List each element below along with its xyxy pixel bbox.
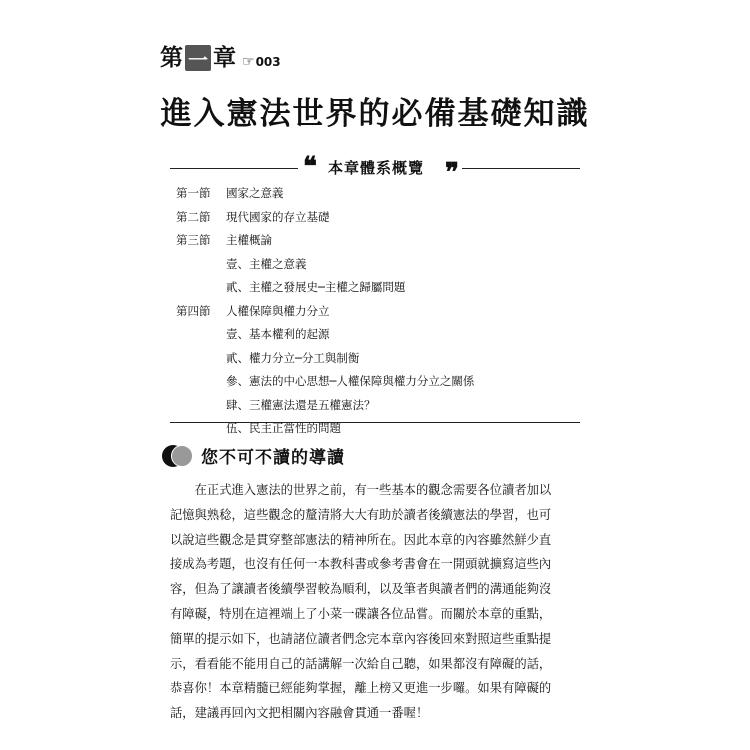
chapter-suffix: 章 bbox=[213, 44, 236, 71]
overview-heading bbox=[170, 152, 580, 188]
outline-item: 壹、主權之意義 bbox=[226, 256, 307, 271]
chapter-number-box: 一 bbox=[185, 45, 211, 71]
paragraph-line: 簡單的提示如下，也請諸位讀者們念完本章內容後回來對照這些重點提 bbox=[170, 631, 552, 646]
paragraph-line: 示，看看能不能用自己的話講解一次給自己聽，如果都沒有障礙的話， bbox=[170, 656, 552, 671]
section-title: 國家之意義 bbox=[226, 186, 284, 200]
outline-item: 貳、權力分立─分工與制衡 bbox=[226, 350, 360, 365]
outline-item: 貳、主權之發展史─主權之歸屬問題 bbox=[226, 280, 406, 294]
paragraph-line: 接成為考題，也沒有任何一本教科書或參考書會在一開頭就擴寫這些內 bbox=[170, 557, 552, 572]
outline-item: 肆、三權憲法還是五權憲法？ bbox=[226, 397, 376, 412]
outline-item: 參、憲法的中心思想─人權保障與權力分立之關係 bbox=[226, 374, 475, 388]
section-label: 第二節 bbox=[176, 209, 211, 224]
section-label: 第四節 bbox=[176, 303, 211, 318]
paragraph-line: 以說這些觀念是貫穿整部憲法的精神所在。因此本章的內容雖然鮮少直 bbox=[170, 532, 552, 547]
pointing-hand-icon: ☞ bbox=[242, 54, 255, 70]
page-number-value: 003 bbox=[255, 55, 281, 69]
chapter-prefix: 第 bbox=[160, 44, 183, 71]
paragraph-line: 記憶與熟稔，這些觀念的釐清將大大有助於讀者後續憲法的學習，也可 bbox=[170, 507, 552, 522]
paragraph-line: 在正式進入憲法的世界之前，有一些基本的觀念需要各位讀者加以 bbox=[170, 483, 552, 497]
close-quote-icon: ❞ bbox=[445, 158, 459, 188]
heading-rule-right bbox=[462, 168, 580, 169]
section-label: 第三節 bbox=[176, 233, 211, 247]
heading-rule-left bbox=[170, 168, 298, 169]
section-label: 第一節 bbox=[176, 186, 211, 200]
guide-paragraph bbox=[170, 478, 580, 726]
paragraph-line: 恭喜你！本章精髓已經能夠掌握，離上榜又更進一步囉。如果有障礙的 bbox=[170, 681, 552, 696]
chapter-header bbox=[160, 44, 281, 72]
outline-item: 壹、基本權利的起源 bbox=[226, 327, 330, 341]
page-title: 進入憲法世界的必備基礎知識 bbox=[160, 96, 590, 132]
outline-item: 伍、民主正當性的問題 bbox=[226, 421, 341, 435]
section-title: 現代國家的存立基礎 bbox=[226, 209, 330, 224]
overview-heading-label: 本章體系概覽 bbox=[328, 159, 425, 177]
guide-heading bbox=[162, 443, 345, 468]
open-quote-icon: ❝ bbox=[303, 152, 317, 182]
paragraph-line: 有障礙，特別在這裡端上了小菜一碟讓各位品嘗。而關於本章的重點， bbox=[170, 606, 552, 621]
paragraph-line: 話，建議再回內文把相關內容融會貫通一番喔！ bbox=[170, 706, 429, 721]
page-number bbox=[242, 55, 281, 69]
guide-heading-label: 您不可不讀的導讀 bbox=[201, 448, 345, 468]
paragraph-line: 容，但為了讓讀者後續學習較為順利，以及筆者與讀者們的溝通能夠沒 bbox=[170, 582, 552, 597]
section-title: 主權概論 bbox=[226, 233, 272, 247]
outline-bottom-rule bbox=[170, 422, 580, 423]
double-circle-icon bbox=[162, 445, 194, 467]
section-title: 人權保障與權力分立 bbox=[226, 303, 330, 318]
